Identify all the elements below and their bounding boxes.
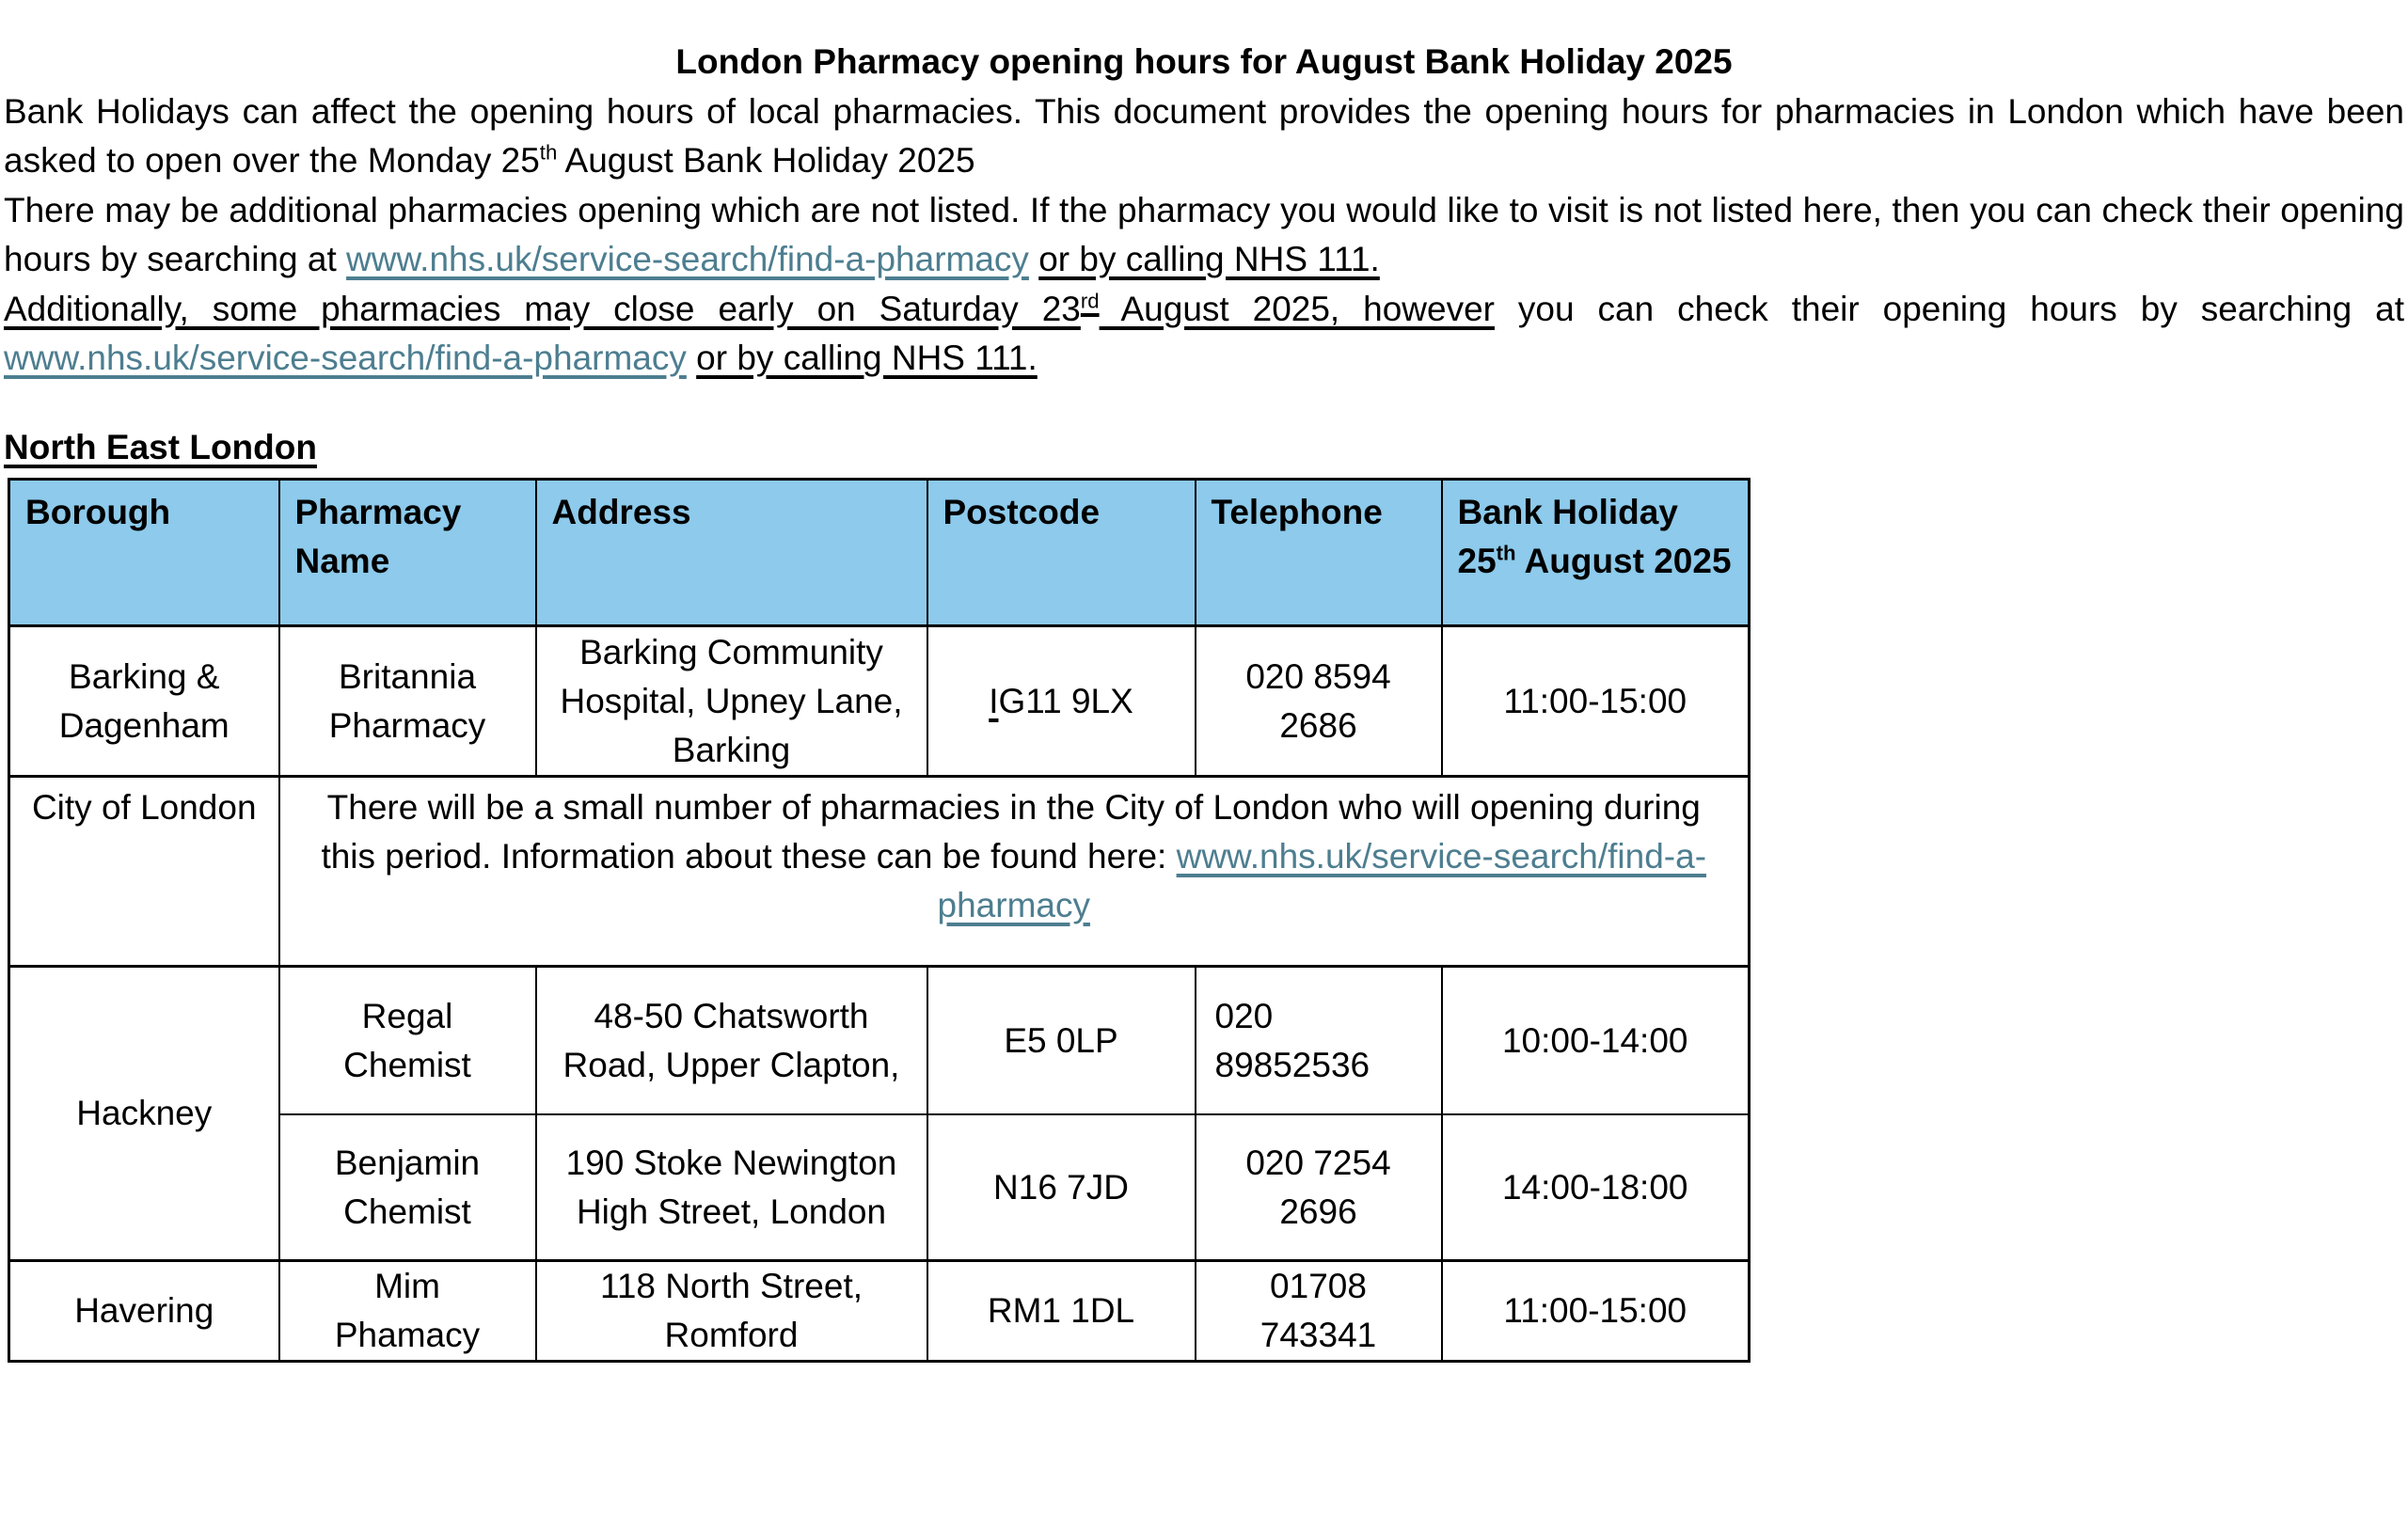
column-header-bank-holiday	[1442, 480, 1750, 626]
cell-postcode: E5 0LP	[927, 967, 1196, 1114]
column-header-borough: Borough	[9, 480, 279, 626]
table-row-hackney-regal	[9, 967, 1750, 1114]
text-run: Additionally, some pharmacies may close early on Saturday 23	[4, 289, 1081, 328]
section-heading-north-east-london: North East London	[4, 427, 317, 466]
text-run: or by calling NHS 111.	[1038, 240, 1380, 279]
cell-pharmacy-name: Britannia Pharmacy	[279, 626, 536, 777]
column-header-address: Address	[536, 480, 927, 626]
cell-address: Barking Community Hospital, Upney Lane, Barking	[536, 626, 927, 777]
text-run: August Bank Holiday 2025	[557, 141, 975, 181]
nhs-find-a-pharmacy-link[interactable]: www.nhs.uk/service-search/find-a-pharmacy	[346, 240, 1029, 279]
cell-borough: Barking & Dagenham	[9, 626, 279, 777]
intro-paragraph	[0, 87, 2408, 186]
cell-city-of-london-notice	[279, 777, 1750, 967]
table-header-row	[9, 480, 1750, 626]
cell-hours: 11:00-15:00	[1442, 1261, 1750, 1362]
text-run: th	[1496, 541, 1516, 565]
text-run	[1029, 240, 1038, 278]
column-header-pharmacy-name: Pharmacy Name	[279, 480, 536, 626]
text-run	[687, 339, 696, 377]
cell-telephone: 020 7254 2696	[1196, 1114, 1442, 1261]
early-closing-paragraph	[0, 285, 2408, 384]
document-title: London Pharmacy opening hours for August Bank Holiday 2025	[675, 42, 1733, 81]
cell-borough: Havering	[9, 1261, 279, 1362]
additional-pharmacies-paragraph	[0, 186, 2408, 285]
cell-hours: 14:00-18:00	[1442, 1114, 1750, 1261]
nhs-find-a-pharmacy-link[interactable]: www.nhs.uk/service-search/find-a-pharmacy	[4, 339, 687, 378]
text-run: or by calling NHS 111.	[696, 339, 1038, 378]
text-run: I	[989, 681, 999, 720]
cell-telephone: 020 8594 2686	[1196, 626, 1442, 777]
nhs-find-a-pharmacy-link[interactable]: www.nhs.uk/service-search/find-a-pharmacy	[937, 837, 1707, 924]
text-run: There may be additional pharmacies opening which are not listed. If the pharmacy you would like to visit is not listed here, then you can check their opening hours by searching at	[4, 190, 2404, 279]
cell-address: 190 Stoke Newington High Street, London	[536, 1114, 927, 1261]
cell-postcode: RM1 1DL	[927, 1261, 1196, 1362]
text-run: you can check their opening hours by searching at	[1495, 289, 2404, 328]
text-run: th	[539, 140, 558, 165]
cell-address: 118 North Street, Romford	[536, 1261, 927, 1362]
table-row-havering	[9, 1261, 1750, 1362]
text-run: August 2025	[1515, 542, 1732, 581]
cell-hours: 11:00-15:00	[1442, 626, 1750, 777]
table-row-barking-dagenham	[9, 626, 1750, 777]
cell-address: 48-50 Chatsworth Road, Upper Clapton,	[536, 967, 927, 1114]
text-run: There will be a small number of pharmacies in the City of London who will opening during this period. Information about these can be found here:	[321, 788, 1701, 876]
cell-borough: Hackney	[9, 967, 279, 1261]
text-run: August 2025, however	[1099, 289, 1495, 328]
text-run: G11 9LX	[998, 681, 1133, 720]
cell-postcode: N16 7JD	[927, 1114, 1196, 1261]
cell-postcode	[927, 626, 1196, 777]
cell-telephone: 01708 743341	[1196, 1261, 1442, 1362]
text-run: Bank Holiday 25	[1457, 493, 1678, 581]
cell-hours: 10:00-14:00	[1442, 967, 1750, 1114]
text-run: rd	[1080, 289, 1100, 313]
table-row-city-of-london	[9, 777, 1750, 967]
column-header-postcode: Postcode	[927, 480, 1196, 626]
column-header-telephone: Telephone	[1196, 480, 1442, 626]
cell-pharmacy-name: Benjamin Chemist	[279, 1114, 536, 1261]
cell-borough: City of London	[9, 777, 279, 967]
cell-telephone: 020 89852536	[1196, 967, 1442, 1114]
text-run: Bank Holidays can affect the opening hours of local pharmacies. This document provides the opening hours for pharmacies in London which have been asked to open over the Monday 25	[4, 91, 2404, 181]
pharmacy-opening-hours-table	[8, 478, 1751, 1363]
cell-pharmacy-name: Mim Phamacy	[279, 1261, 536, 1362]
cell-pharmacy-name: Regal Chemist	[279, 967, 536, 1114]
